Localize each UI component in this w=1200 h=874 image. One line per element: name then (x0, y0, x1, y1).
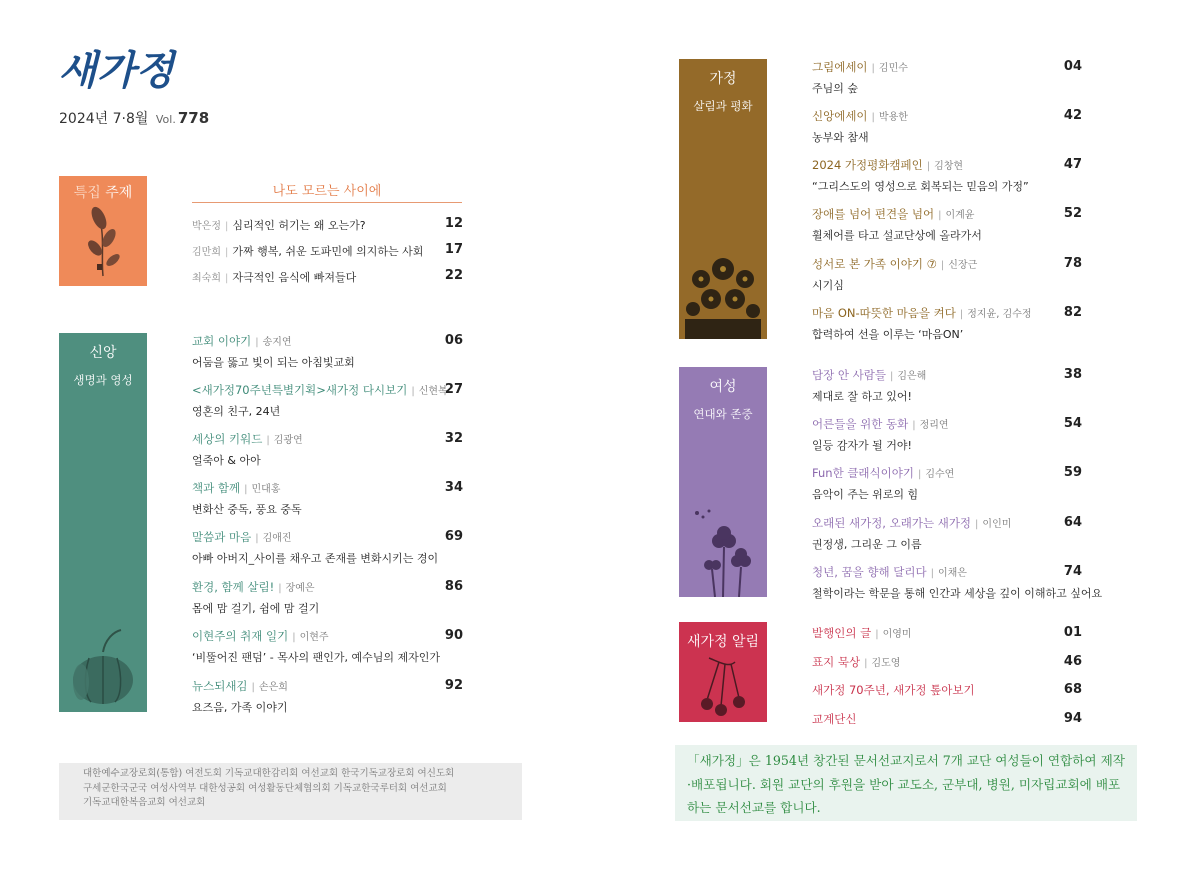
entry-title: 얼죽아 & 아아 (192, 454, 261, 467)
news-entry[interactable]: 표지 묵상 | 김도영 (812, 655, 901, 669)
page-number: 86 (444, 579, 463, 594)
faith-entry[interactable]: 환경, 함께 살림! | 장예은 몸에 맘 걸기, 쉼에 맘 걸기 (192, 580, 320, 615)
article-title: 심리적인 허기는 왜 오는가? (232, 219, 366, 232)
family-entry[interactable]: 신앙에세이 | 박용한 농부와 참새 (812, 109, 908, 144)
entry-author: 박용한 (878, 112, 908, 123)
entry-title: 권정생, 그리운 그 이름 (812, 538, 922, 551)
page-number: 17 (444, 242, 463, 257)
entry-title: ‘비뚤어진 팬덤’ - 목사의 팬인가, 예수님의 제자인가 (192, 651, 440, 664)
page-number: 74 (1063, 564, 1082, 579)
page-number: 01 (1063, 625, 1082, 640)
faith-entry[interactable]: 책과 함께 | 민대홍 변화산 중독, 풍요 중독 (192, 481, 302, 516)
entry-author: 민대홍 (251, 484, 281, 495)
dried-flower-illustration-icon (59, 176, 147, 286)
entry-author: 이현주 (299, 632, 329, 643)
issue-date: 2024년 7·8월 (59, 111, 149, 127)
entry-title: 음악이 주는 위로의 힘 (812, 488, 919, 501)
about-text: 「새가정」은 1954년 창간된 문서선교지로서 7개 교단 여성들이 연합하여 제작·배포됩니다. 회원 교단의 후원을 받아 교도소, 군부대, 병원, 미자립교회에 배포하는 문서선교를 합니다. (687, 753, 1125, 815)
page-number: 27 (444, 382, 463, 397)
family-entry[interactable]: 장애를 넘어 편견을 넘어 | 이계윤 휠체어를 타고 설교단상에 올라가서 (812, 207, 982, 242)
women-entry[interactable]: Fun한 클래식이야기 | 김수연 음악이 주는 위로의 힘 (812, 466, 955, 501)
family-tab-subtitle: 살림과 평화 (693, 99, 753, 113)
faith-tab-title: 신앙 (89, 345, 117, 361)
entry-author: 이채은 (937, 568, 967, 579)
entry-author: 김민수 (878, 63, 908, 74)
entry-series: 뉴스되새김 (192, 679, 248, 693)
feature-article[interactable]: 최숙희 | 자극적인 음식에 빠져들다 (192, 271, 357, 284)
entry-title: 몸에 맘 걸기, 쉼에 맘 걸기 (192, 602, 320, 615)
news-tab-title: 새가정 알림 (686, 634, 760, 650)
page-number: 34 (444, 480, 463, 495)
page-number: 82 (1063, 305, 1082, 320)
publishers-box (59, 763, 522, 820)
entry-series: 책과 함께 (192, 481, 241, 495)
entry-title: 제대로 잘 하고 있어! (812, 390, 912, 403)
entry-series: 담장 안 사람들 (812, 368, 886, 382)
faith-entry[interactable]: 교회 이야기 | 송지연 어둠을 뚫고 빛이 되는 아침빛교회 (192, 334, 355, 369)
entry-title: 휠체어를 타고 설교단상에 올라가서 (812, 229, 982, 242)
faith-entry[interactable]: 말씀과 마음 | 김애진 아빠 아버지_사이를 채우고 존재를 변화시키는 경이 (192, 530, 439, 565)
page-number: 22 (444, 268, 463, 283)
news-entry[interactable] (812, 683, 975, 697)
women-entry[interactable]: 청년, 꿈을 향해 달리다 | 이채은 철학이라는 학문을 통해 인간과 세상을 깊이 이해하고 싶어요 (812, 565, 1103, 600)
entry-series: 그림에세이 (812, 60, 868, 74)
entry-author: 김수연 (925, 469, 955, 480)
page-number: 12 (444, 216, 463, 231)
page-number: 64 (1063, 515, 1082, 530)
pumpkin-illustration-icon (59, 622, 147, 712)
women-tab-subtitle: 연대와 존중 (693, 407, 753, 421)
entry-author: 신현복 (418, 386, 448, 397)
feature-divider (192, 202, 462, 203)
women-tab-title: 여성 (709, 379, 737, 395)
article-title: 자극적인 음식에 빠져들다 (232, 271, 357, 284)
entry-series: 장애를 넘어 편견을 넘어 (812, 207, 935, 221)
clover-illustration-icon (679, 507, 767, 597)
publishers-line: 구세군한국군국 여성사역부 대한성공회 여성활동단체협의회 기독교한국루터회 여선교회 (83, 782, 447, 794)
logo-text: 새가정 (58, 47, 174, 94)
family-entry[interactable]: 마음 ON-따뜻한 마음을 켜다 | 정지윤, 김수정 합력하여 선을 이루는 ‘마음ON’ (812, 306, 1032, 341)
page-number: 32 (444, 431, 463, 446)
entry-series: 발행인의 글 (812, 626, 872, 640)
entry-author: 이계윤 (945, 210, 975, 221)
article-author: 최숙희 (192, 273, 221, 284)
page-number: 59 (1063, 465, 1082, 480)
entry-series: 신앙에세이 (812, 109, 868, 123)
entry-author: 김광연 (273, 435, 303, 446)
flower-bouquet-illustration-icon (679, 249, 767, 339)
page-number: 52 (1063, 206, 1082, 221)
entry-title: 어둠을 뚫고 빛이 되는 아침빛교회 (192, 356, 355, 369)
faith-entry[interactable]: 뉴스되새김 | 손은희 요즈음, 가족 이야기 (192, 679, 288, 714)
faith-tab-subtitle: 생명과 영성 (73, 373, 133, 387)
entry-title: 일등 감자가 될 거야! (812, 439, 912, 452)
article-author: 박은정 (192, 221, 221, 232)
entry-series: 세상의 키워드 (192, 432, 263, 446)
family-tab (679, 59, 767, 339)
page-number: 94 (1063, 711, 1082, 726)
entry-author: 이영미 (882, 629, 912, 640)
entry-series: 성서로 본 가족 이야기 ⑦ (812, 257, 937, 271)
family-entry[interactable]: 2024 가정평화캠페인 | 김창현 “그리스도의 영성으로 회복되는 믿음의 가정” (812, 158, 1029, 193)
entry-title: 철학이라는 학문을 통해 인간과 세상을 깊이 이해하고 싶어요 (812, 587, 1103, 600)
page-number: 54 (1063, 416, 1082, 431)
entry-title: 합력하여 선을 이루는 ‘마음ON’ (812, 328, 964, 341)
feature-tab-label-b: 주제 (105, 185, 133, 201)
entry-author: 장예은 (285, 583, 315, 594)
women-entry[interactable]: 담장 안 사람들 | 김은해 제대로 잘 하고 있어! (812, 368, 927, 403)
entry-author: 정리연 (919, 420, 949, 431)
women-tab (679, 367, 767, 597)
article-title: 가짜 행복, 쉬운 도파민에 의지하는 사회 (232, 245, 424, 258)
page-number: 42 (1063, 108, 1082, 123)
page-number: 68 (1063, 682, 1082, 697)
entry-author: 김애진 (262, 533, 292, 544)
entry-series: Fun한 클래식이야기 (812, 466, 914, 480)
entry-title: 농부와 참새 (812, 131, 869, 144)
faith-entry[interactable]: <새가정70주년특별기획>새가정 다시보기 | 신현복 영혼의 친구, 24년 (192, 383, 448, 418)
publishers-line: 기독교대한복음교회 여선교회 (83, 797, 206, 808)
page-number: 46 (1063, 654, 1082, 669)
entry-title: “그리스도의 영성으로 회복되는 믿음의 가정” (812, 180, 1029, 193)
entry-series: 새가정 70주년, 새가정 톺아보기 (812, 683, 975, 697)
entry-series: 어른들을 위한 동화 (812, 417, 909, 431)
cherries-illustration-icon (679, 652, 767, 722)
page-number: 06 (444, 333, 463, 348)
entry-author: 손은희 (258, 682, 288, 693)
page-number: 90 (444, 628, 463, 643)
entry-author: 김은해 (897, 371, 927, 382)
issue-info (59, 108, 209, 128)
page-number: 69 (444, 529, 463, 544)
entry-title: 영혼의 친구, 24년 (192, 405, 281, 418)
entry-series: 2024 가정평화캠페인 (812, 158, 923, 172)
family-entry[interactable]: 성서로 본 가족 이야기 ⑦ | 신장근 시기심 (812, 257, 978, 292)
women-entry[interactable]: 오래된 새가정, 오래가는 새가정 | 이인미 권정생, 그리운 그 이름 (812, 516, 1012, 551)
publishers-line: 대한예수교장로회(통합) 여전도회 기독교대한감리회 여선교회 한국기독교장로회 여신도회 (83, 768, 455, 779)
news-tab (679, 622, 767, 722)
entry-series: 오래된 새가정, 오래가는 새가정 (812, 516, 972, 530)
entry-author: 김도영 (871, 658, 901, 669)
entry-title: 요즈음, 가족 이야기 (192, 701, 288, 714)
feature-article[interactable]: 김만희 | 가짜 행복, 쉬운 도파민에 의지하는 사회 (192, 245, 424, 258)
entry-author: 김창현 (934, 161, 964, 172)
feature-tab-label-a: 특집 (73, 185, 101, 201)
entry-title: 시기심 (812, 279, 844, 292)
feature-tab (59, 176, 147, 286)
vol-number: 778 (177, 109, 210, 127)
entry-author: 송지연 (262, 337, 292, 348)
magazine-logo (58, 44, 188, 96)
page-number: 04 (1063, 59, 1082, 74)
about-box (675, 745, 1137, 821)
women-entry[interactable]: 어른들을 위한 동화 | 정리연 일등 감자가 될 거야! (812, 417, 949, 452)
faith-entry[interactable]: 세상의 키워드 | 김광연 얼죽아 & 아아 (192, 432, 303, 467)
entry-author: 이인미 (982, 519, 1012, 530)
entry-series: 표지 묵상 (812, 655, 861, 669)
entry-title: 변화산 중독, 풍요 중독 (192, 503, 302, 516)
entry-series: 이현주의 취재 일기 (192, 629, 289, 643)
page-number: 92 (444, 678, 463, 693)
feature-title: 나도 모르는 사이에 (272, 184, 382, 199)
entry-title: 아빠 아버지_사이를 채우고 존재를 변화시키는 경이 (192, 552, 439, 565)
entry-series: 말씀과 마음 (192, 530, 252, 544)
faith-tab (59, 333, 147, 712)
vol-label: Vol. (155, 113, 176, 126)
entry-author: 신장근 (948, 260, 978, 271)
feature-article[interactable]: 박은정 | 심리적인 허기는 왜 오는가? (192, 219, 366, 232)
article-author: 김만희 (192, 247, 221, 258)
entry-author: 정지윤, 김수정 (967, 309, 1032, 320)
page-number: 38 (1063, 367, 1082, 382)
entry-series: 청년, 꿈을 향해 달리다 (812, 565, 927, 579)
news-entry[interactable]: 발행인의 글 | 이영미 (812, 626, 912, 640)
entry-title: 주님의 숲 (812, 82, 859, 95)
family-entry[interactable]: 그림에세이 | 김민수 주님의 숲 (812, 60, 908, 95)
faith-entry[interactable]: 이현주의 취재 일기 | 이현주 ‘비뚤어진 팬덤’ - 목사의 팬인가, 예수님의 제자인가 (192, 629, 440, 664)
entry-series: 마음 ON-따뜻한 마음을 켜다 (812, 306, 956, 320)
entry-series: 교회 이야기 (192, 334, 252, 348)
entry-series: 교계단신 (812, 712, 857, 726)
family-tab-title: 가정 (709, 71, 737, 87)
news-entry[interactable] (812, 712, 856, 726)
entry-series: 환경, 함께 살림! (192, 580, 275, 594)
page-number: 47 (1063, 157, 1082, 172)
page-number: 78 (1063, 256, 1082, 271)
entry-series: <새가정70주년특별기획>새가정 다시보기 (192, 383, 408, 397)
